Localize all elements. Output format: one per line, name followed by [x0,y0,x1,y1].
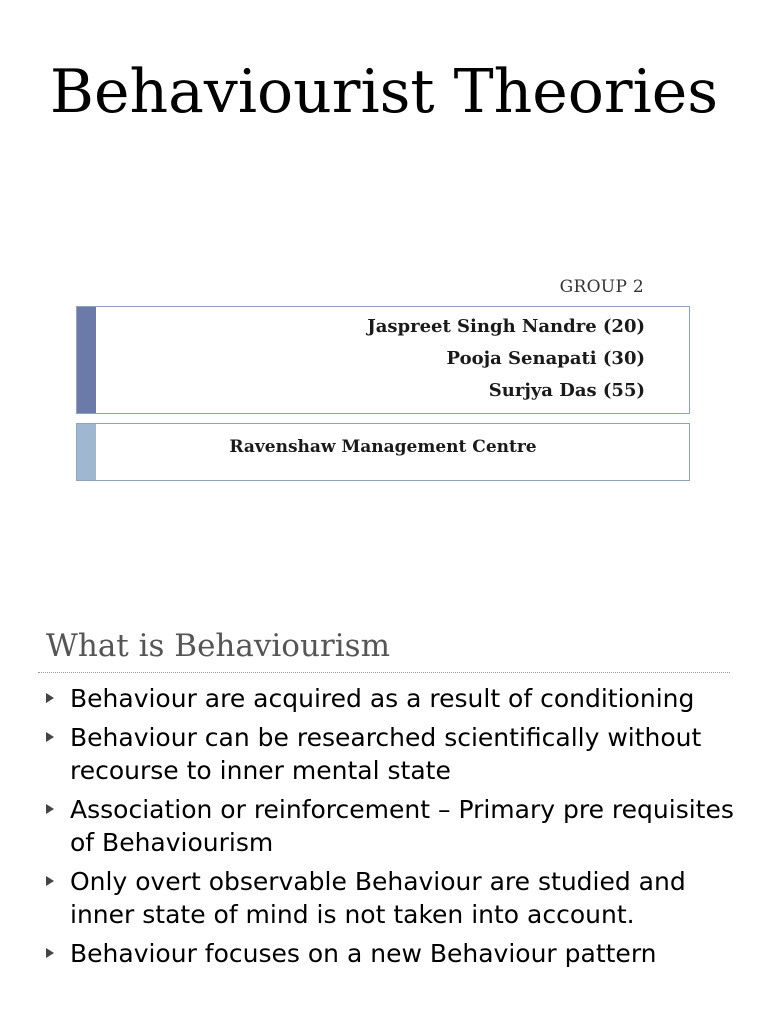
content-slide [0,576,768,1024]
bullet-item [44,793,734,859]
bullet-arrow-icon [46,948,54,958]
member-name: Pooja Senapati (30) [446,348,645,369]
slide-title: Behaviourist Theories [49,57,719,127]
bullet-arrow-icon [46,804,54,814]
bullet-arrow-icon [46,693,54,703]
bullet-list [44,682,734,976]
bullet-text: Behaviour focuses on a new Behaviour pattern [70,939,657,968]
members-list [367,311,645,407]
bullet-item [44,682,734,715]
bullet-arrow-icon [46,876,54,886]
group-label: GROUP 2 [559,277,644,297]
bullet-text: Behaviour are acquired as a result of conditioning [70,684,695,713]
member-name: Jaspreet Singh Nandre (20) [367,316,645,337]
members-box [76,306,690,414]
bullet-item [44,721,734,787]
institution-name: Ravenshaw Management Centre [229,437,537,457]
member-name: Surjya Das (55) [488,380,645,401]
bullet-arrow-icon [46,732,54,742]
members-accent-bar [77,307,96,413]
bullet-item [44,937,734,970]
bullet-text: Only overt observable Behaviour are studied and inner state of mind is not taken into account. [70,867,686,929]
bullet-text: Association or reinforcement – Primary pre requisites of Behaviourism [70,795,734,857]
bullet-text: Behaviour can be researched scientifically without recourse to inner mental state [70,723,702,785]
slide-heading: What is Behaviourism [46,628,390,664]
bullet-item [44,865,734,931]
institution-box [76,423,690,481]
heading-divider [38,672,730,673]
